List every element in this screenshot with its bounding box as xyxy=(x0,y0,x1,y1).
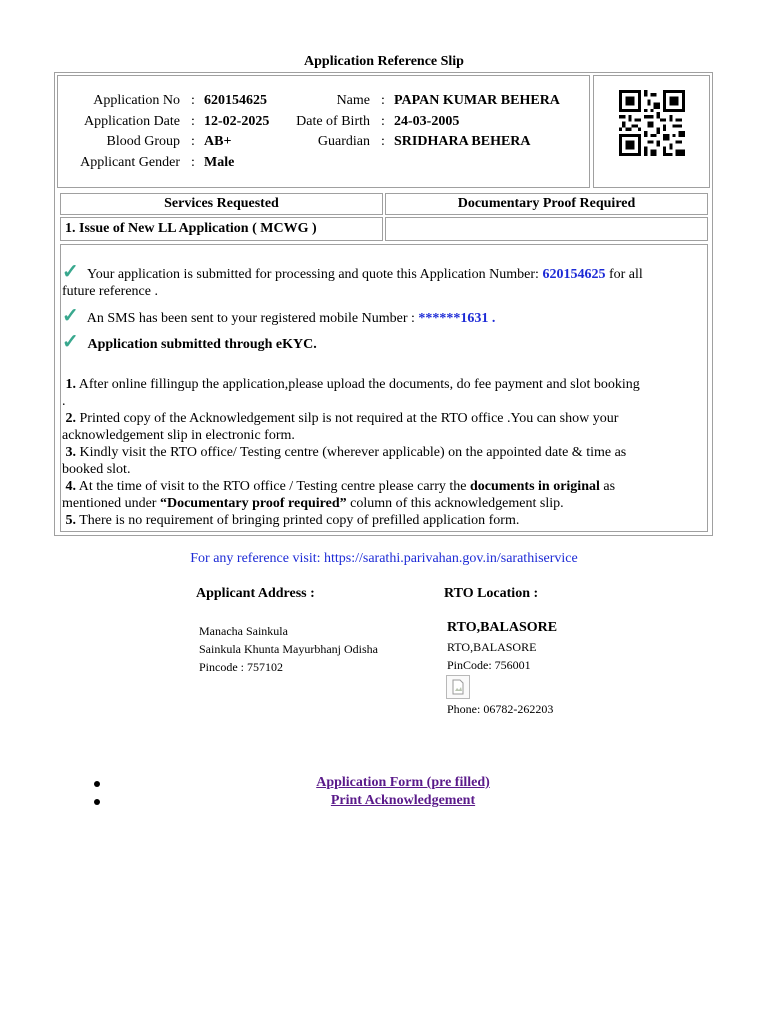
note-text: At the time of visit to the RTO office / Testing centre please carry the xyxy=(78,479,467,494)
rto-name: RTO,BALASORE xyxy=(447,620,558,635)
reference-link[interactable]: For any reference visit: https://sarathi.parivahan.gov.in/sarathiservice xyxy=(190,551,578,566)
gender-value: Male xyxy=(204,155,235,170)
note-number: 1. xyxy=(65,377,76,392)
address-pincode: Pincode : 757102 xyxy=(199,660,283,674)
blood-group-value: AB+ xyxy=(204,134,232,149)
address-line: Manacha Sainkula xyxy=(199,624,288,638)
colon: : xyxy=(191,93,195,108)
colon: : xyxy=(381,93,385,108)
service-item: 1. Issue of New LL Application ( MCWG ) xyxy=(65,221,317,236)
rto-phone: Phone: 06782-262203 xyxy=(447,702,554,716)
status-line-ekyc xyxy=(62,331,708,353)
note-text: mentioned under xyxy=(62,496,157,511)
note-text: as xyxy=(603,479,616,494)
blood-group-label: Blood Group xyxy=(106,134,180,149)
app-no-value: 620154625 xyxy=(204,93,267,108)
note-text: documents in original xyxy=(469,479,600,494)
note-item xyxy=(62,444,708,478)
qr-code-icon xyxy=(617,90,687,156)
note-text: There is no requirement of bringing printed copy of prefilled application form. xyxy=(79,513,520,528)
note-item xyxy=(62,376,708,410)
note-text: . xyxy=(62,394,66,409)
page-title: Application Reference Slip xyxy=(304,54,464,69)
note-text: Kindly visit the RTO office/ Testing centre (wherever applicable) on the appointed date & time as xyxy=(79,445,627,460)
note-text: After online fillingup the application,please upload the documents, do fee payment and slot booking xyxy=(78,377,640,392)
address-block xyxy=(199,622,378,676)
service-cell xyxy=(60,217,383,241)
address-heading: Applicant Address : xyxy=(196,586,315,601)
services-header: Services Requested xyxy=(164,196,279,211)
name-value: PAPAN KUMAR BEHERA xyxy=(394,93,560,108)
application-number: 620154625 xyxy=(542,267,606,282)
print-acknowledgement-link[interactable]: Print Acknowledgement xyxy=(330,793,476,808)
gender-label: Applicant Gender xyxy=(80,155,180,170)
note-number: 2. xyxy=(65,411,76,426)
colon: : xyxy=(381,134,385,149)
status-text: Your application is submitted for processing and quote this Application Number: xyxy=(86,267,539,282)
services-header-cell xyxy=(60,193,383,215)
app-date-value: 12-02-2025 xyxy=(204,114,270,129)
status-text: for all xyxy=(608,267,643,282)
note-text: acknowledgement slip in electronic form. xyxy=(62,428,295,443)
guardian-value: SRIDHARA BEHERA xyxy=(394,134,531,149)
rto-pincode: PinCode: 756001 xyxy=(447,658,531,672)
guardian-label: Guardian xyxy=(317,134,370,149)
proof-header-cell xyxy=(385,193,708,215)
name-label: Name xyxy=(336,93,370,108)
check-icon: ✓ xyxy=(62,261,79,283)
proof-header: Documentary Proof Required xyxy=(457,196,636,211)
rto-address: RTO,BALASORE xyxy=(447,640,537,654)
application-form-link[interactable]: Application Form (pre filled) xyxy=(316,775,490,790)
note-text: Printed copy of the Acknowledgement silp is not required at the RTO office .You can show your xyxy=(79,411,619,426)
app-date-label: Application Date xyxy=(83,114,180,129)
dob-label: Date of Birth xyxy=(296,114,370,129)
status-text: Application submitted through eKYC. xyxy=(87,337,317,352)
note-text: “Documentary proof required” xyxy=(159,496,347,511)
note-text: booked slot. xyxy=(62,462,131,477)
app-no-label: Application No xyxy=(93,93,180,108)
check-icon: ✓ xyxy=(62,331,79,353)
status-text: future reference . xyxy=(62,284,158,299)
status-line-submitted xyxy=(62,261,708,300)
broken-image-icon xyxy=(446,675,470,699)
colon: : xyxy=(381,114,385,129)
status-text: An SMS has been sent to your registered mobile Number : xyxy=(86,311,415,326)
note-item xyxy=(62,410,708,444)
note-text: column of this acknowledgement slip. xyxy=(350,496,564,511)
rto-heading: RTO Location : xyxy=(444,586,539,601)
note-item xyxy=(62,478,708,512)
colon: : xyxy=(191,155,195,170)
status-line-sms xyxy=(62,305,708,327)
dob-value: 24-03-2005 xyxy=(394,114,460,129)
note-number: 3. xyxy=(65,445,76,460)
note-item xyxy=(62,512,708,529)
proof-cell xyxy=(385,217,708,241)
note-number: 4. xyxy=(65,479,76,494)
colon: : xyxy=(191,114,195,129)
mobile-number: ******1631 . xyxy=(418,311,496,326)
address-line: Sainkula Khunta Mayurbhanj Odisha xyxy=(199,642,378,656)
check-icon: ✓ xyxy=(62,305,79,327)
note-number: 5. xyxy=(65,513,76,528)
colon: : xyxy=(191,134,195,149)
